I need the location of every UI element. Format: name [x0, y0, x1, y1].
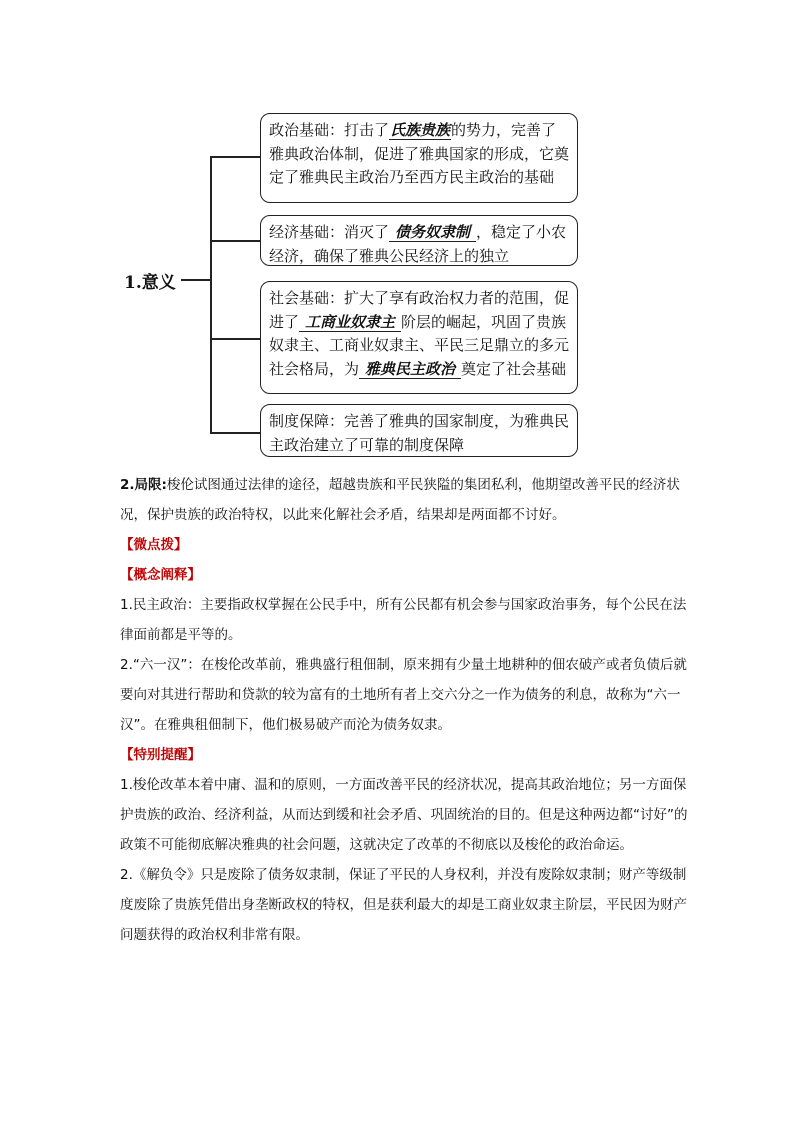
box1-blank: 氏族贵族 [390, 121, 451, 139]
box3-prefix: 社会基础：扩大了享有政治权力者的范围，促进了 [269, 289, 570, 331]
reminder-2: 2.《解负令》只是废除了债务奴隶制，保证了平民的人身权利，并没有废除奴隶制；财产等级制度废除了贵族凭借出身垄断政权的特权，但是获利最大的却是工商业奴隶主阶层，平民因为财产问题获得的政治权利非常有限。 [120, 867, 687, 943]
political-basis-box [260, 113, 578, 203]
text-body [120, 470, 690, 950]
box4-text: 制度保障：完善了雅典的国家制度，为雅典民主政治建立了可靠的制度保障 [269, 412, 570, 454]
branch-line-2 [210, 240, 260, 242]
section-2-text: 梭伦试图通过法律的途径，超越贵族和平民狭隘的集团私利，他期望改善平民的经济状况，保护贵族的政治特权，以此来化解社会矛盾，结果却是两面都不讨好。 [120, 477, 680, 523]
box3-blank2: 雅典民主政治 [359, 360, 461, 379]
tip-heading: 【微点拨】 [120, 537, 188, 553]
root-connector [181, 279, 211, 281]
institutional-guarantee-box [260, 404, 578, 457]
box1-prefix: 政治基础：打击了 [269, 121, 390, 139]
box2-suffix: ，稳定了小农经济，确保了雅典公民经济上的独立 [269, 223, 567, 265]
branch-line-3 [210, 338, 260, 340]
concept-heading: 【概念阐释】 [120, 567, 201, 583]
reminder-heading: 【特别提醒】 [120, 747, 201, 763]
significance-diagram [0, 0, 794, 470]
box2-prefix: 经济基础：消灭了 [269, 223, 390, 241]
box3-blank1: 工商业奴隶主 [299, 313, 401, 332]
box1-suffix: 的势力，完善了雅典政治体制，促进了雅典国家的形成，它奠定了雅典民主政治乃至西方民主政治的基础 [269, 121, 570, 186]
concept-2: 2.“六一汉”：在梭伦改革前，雅典盛行租佃制，原来拥有少量土地耕种的佃农破产或者负债后就要向对其进行帮助和贷款的较为富有的土地所有者上交六分之一作为债务的利息，故称为“六一汉”。在雅典租佃制下，他们极易破产而沦为债务奴隶。 [120, 657, 687, 733]
diagram-root-label: 1.意义 [124, 273, 176, 293]
box2-blank: 债务奴隶制 [389, 223, 476, 242]
social-basis-box [260, 281, 578, 394]
economic-basis-box [260, 215, 578, 266]
reminder-1: 1.梭伦改革本着中庸、温和的原则，一方面改善平民的经济状况，提高其政治地位；另一方面保护贵族的政治、经济利益，从而达到缓和社会矛盾、巩固统治的目的。但是这种两边都“讨好”的政策不可能彻底解决雅典的社会问题，这就决定了改革的不彻底以及梭伦的政治命运。 [120, 777, 688, 853]
concept-1: 1.民主政治：主要指政权掌握在公民手中，所有公民都有机会参与国家政治事务，每个公民在法律面前都是平等的。 [120, 597, 687, 643]
section-2-paragraph [120, 470, 690, 530]
branch-line-4 [210, 432, 260, 434]
box3-middle: 阶层的崛起，巩固了贵族奴隶主、工商业奴隶主、平民三足鼎立的多元社会格局，为 [269, 312, 570, 378]
trunk-line [210, 156, 212, 433]
section-2-label: 2.局限: [120, 477, 167, 493]
box3-suffix: 奠定了社会基础 [461, 359, 567, 378]
branch-line-1 [210, 156, 260, 158]
